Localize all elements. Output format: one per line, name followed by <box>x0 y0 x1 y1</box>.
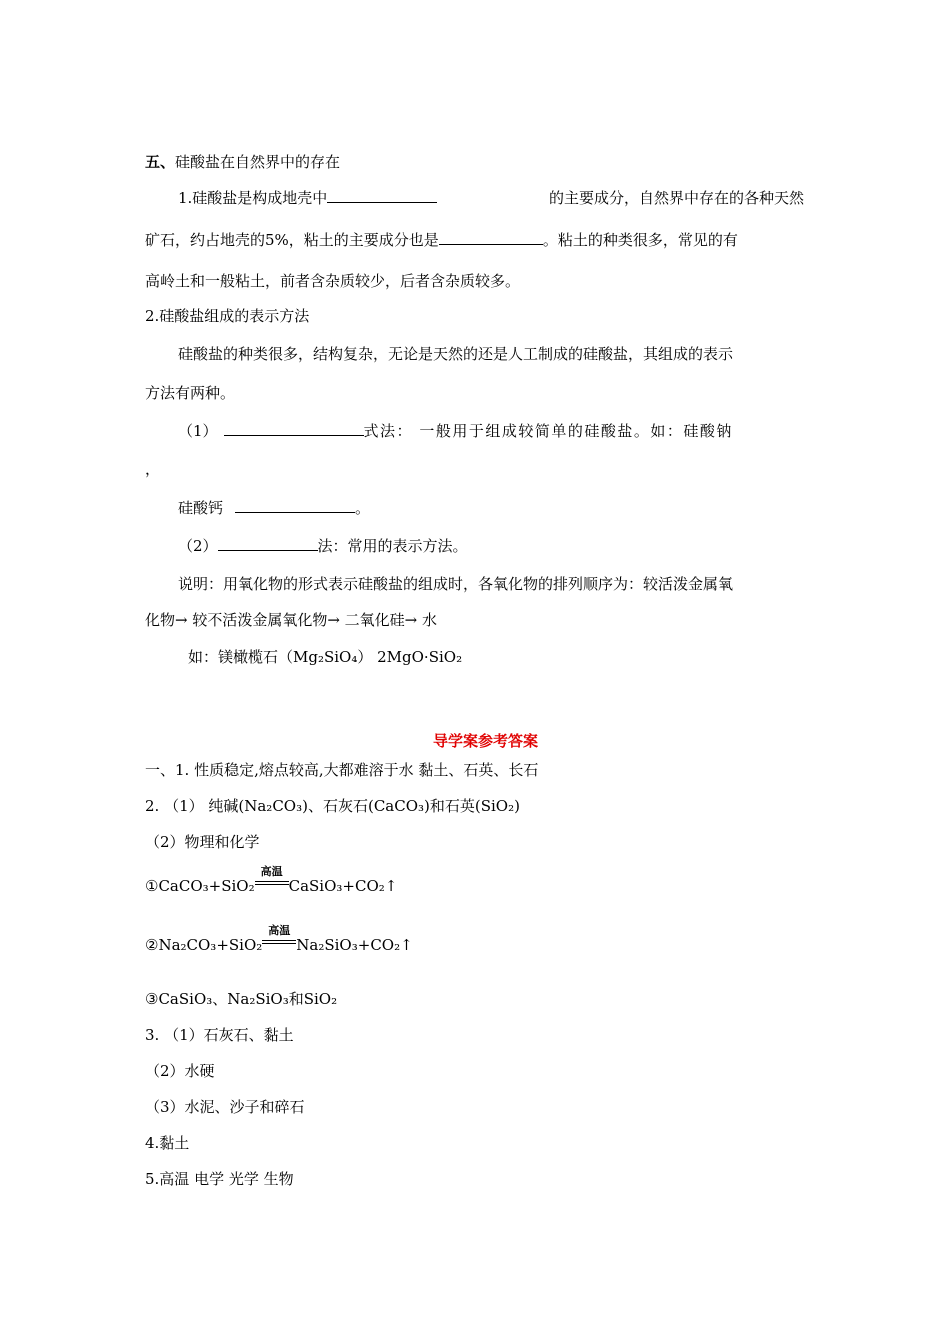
paragraph-1-line-1: 1.硅酸盐是构成地壳中 的主要成分，自然界中存在的各种天然 <box>178 189 804 207</box>
fill-blank-1[interactable] <box>327 188 437 203</box>
paragraph-3-line-2: 方法有两种。 <box>145 384 236 402</box>
fill-blank-3[interactable] <box>224 421 364 436</box>
answer-2b: （2）物理和化学 <box>145 833 260 851</box>
paragraph-1-line-2: 矿石，约占地壳的5%，粘土的主要成分也是 。粘土的种类很多，常见的有 <box>145 231 738 249</box>
section-heading <box>145 152 340 172</box>
section-title: 硅酸盐在自然界中的存在 <box>175 153 341 171</box>
answers-title: 导学案参考答案 <box>433 732 539 750</box>
answer-3c: （3）水泥、沙子和碎石 <box>145 1098 305 1116</box>
answer-3: 3. （1）石灰石、黏土 <box>145 1026 294 1044</box>
method-2: （2） 法：常用的表示方法。 <box>178 537 468 555</box>
high-temp-condition: 高温 <box>262 936 296 950</box>
fill-blank-2[interactable] <box>439 230 543 245</box>
method-1-calcium: 硅酸钙 。 <box>178 499 371 517</box>
answer-2: 2. （1） 纯碱(Na₂CO₃)、石灰石(CaCO₃)和石英(SiO₂) <box>145 797 520 815</box>
answer-5: 5.高温 电学 光学 生物 <box>145 1170 294 1188</box>
reaction-3: ③CaSiO₃、Na₂SiO₃和SiO₂ <box>145 990 338 1008</box>
method-1: （1） 式法： 一般用于组成较简单的硅酸盐。如：硅酸钠 <box>178 422 733 440</box>
section-number: 五、 <box>145 153 176 171</box>
high-temp-condition: 高温 <box>255 877 289 891</box>
note-line-1: 说明：用氧化物的形式表示硅酸盐的组成时，各氧化物的排列顺序为：较活泼金属氧 <box>178 575 734 593</box>
fill-blank-5[interactable] <box>218 536 318 551</box>
answer-3b: （2）水硬 <box>145 1062 215 1080</box>
example-line: 如：镁橄榄石（Mg₂SiO₄） 2MgO·SiO₂ <box>188 648 463 666</box>
answer-1: 一、1. 性质稳定,熔点较高,大都难溶于水 黏土、石英、长石 <box>145 761 539 779</box>
subheading-2: 2.硅酸盐组成的表示方法 <box>145 307 310 325</box>
answer-4: 4.黏土 <box>145 1134 190 1152</box>
paragraph-1-line-3: 高岭土和一般粘土，前者含杂质较少，后者含杂质较多。 <box>145 272 521 290</box>
reaction-1: ①CaCO₃+SiO₂ 高温 CaSiO₃+CO₂↑ <box>145 865 398 895</box>
note-line-2: 化物→ 较不活泼金属氧化物→ 二氧化硅→ 水 <box>145 611 438 629</box>
paragraph-3-line-1: 硅酸盐的种类很多，结构复杂，无论是天然的还是人工制成的硅酸盐，其组成的表示 <box>178 345 734 363</box>
reaction-2: ②Na₂CO₃+SiO₂ 高温 Na₂SiO₃+CO₂↑ <box>145 924 413 954</box>
fill-blank-4[interactable] <box>235 498 355 513</box>
method-1-comma: ， <box>145 460 161 478</box>
